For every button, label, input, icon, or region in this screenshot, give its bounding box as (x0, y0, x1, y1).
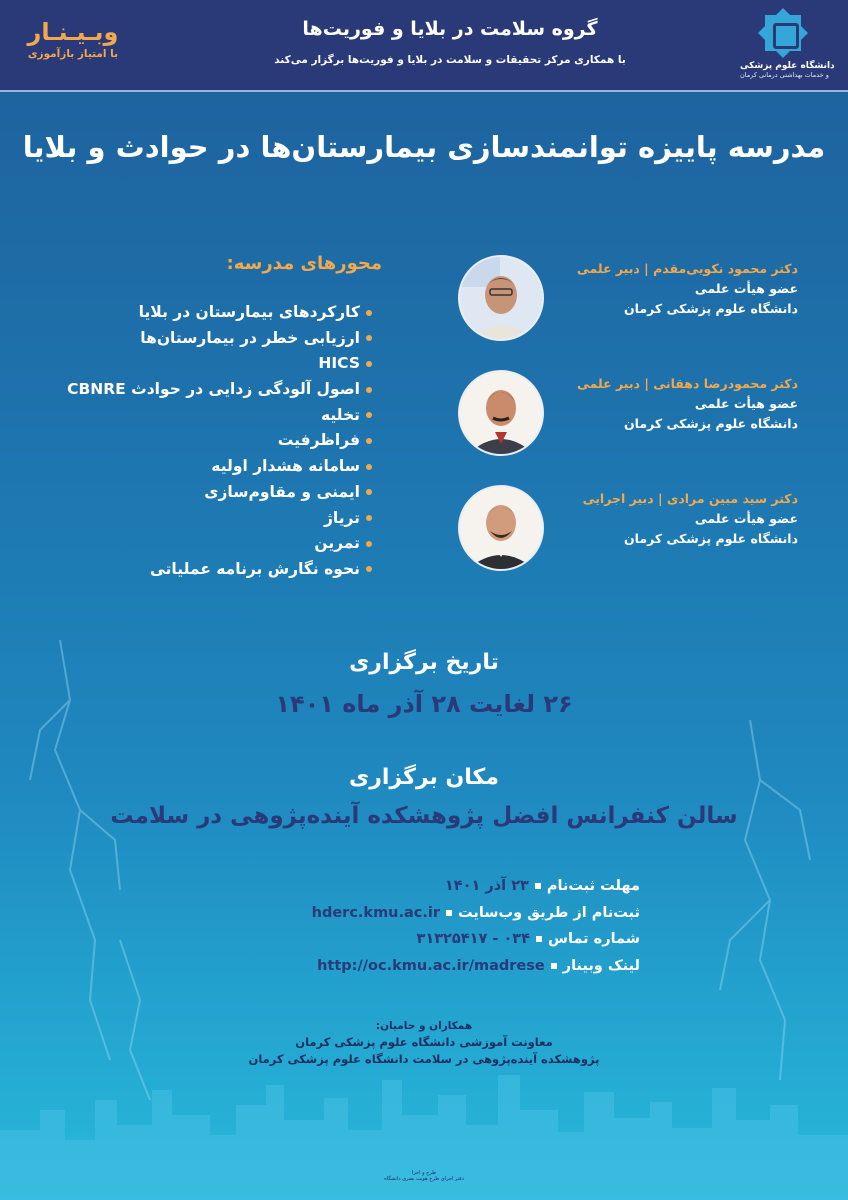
info-row-webinar-link: لینک وبینارhttp://oc.kmu.ac.ir/madrese (317, 957, 640, 974)
speaker-name: دکتر سید مبین مرادی | دبیر اجرایی (582, 491, 798, 506)
speaker-role: عضو هیأت علمی (694, 281, 798, 296)
bullet-icon (366, 464, 372, 470)
info-row-deadline: مهلت ثبت‌نام۲۳ آذر ۱۴۰۱ (444, 878, 640, 894)
design-credit: طرح و اجرا دفتر اجرای طرح هویت بصری دانشگاه (384, 1170, 464, 1182)
sponsor-line: پژوهشکده آینده‌پژوهی در سلامت دانشگاه علوم پزشکی کرمان (248, 1052, 600, 1066)
bullet-icon (366, 387, 372, 393)
university-logo (740, 8, 835, 79)
list-item: تمرین (60, 531, 372, 557)
bullet-icon (366, 438, 372, 444)
webinar-subtitle: با امتیاز بازآموزی (27, 48, 119, 60)
list-item: HICS (60, 351, 372, 377)
speaker-role: عضو هیأت علمی (694, 511, 798, 526)
list-item: تخلیه (60, 403, 372, 429)
speaker-role: عضو هیأت علمی (694, 396, 798, 411)
sponsors (0, 1020, 848, 1066)
venue-value: سالن کنفرانس افضل پژوهشکده آینده‌پژوهی در سلامت (110, 803, 738, 829)
bullet-icon (366, 412, 372, 418)
speaker-university: دانشگاه علوم پزشکی کرمان (624, 416, 798, 431)
bullet-icon (366, 489, 372, 495)
info-row-website: ثبت‌نام از طریق وب‌سایتhderc.kmu.ac.ir (311, 904, 640, 921)
topics-list (60, 300, 372, 583)
date-value: ۲۶ لغایت ۲۸ آذر ماه ۱۴۰۱ (275, 690, 573, 718)
topics-heading: محورهای مدرسه: (226, 253, 382, 274)
university-name: دانشگاه علوم پزشکی (740, 61, 835, 71)
speaker-info (550, 261, 798, 316)
webinar-link[interactable]: http://oc.kmu.ac.ir/madrese (317, 957, 545, 974)
list-item: ارزیابی خطر در بیمارستان‌ها (60, 326, 372, 352)
group-subtitle: با همکاری مرکز تحقیقات و سلامت در بلایا و فوریت‌ها برگزار می‌کند (274, 54, 626, 66)
page-title: مدرسه پاییزه توانمندسازی بیمارستان‌ها در حوادث و بلایا (22, 130, 826, 164)
sponsor-line: معاونت آموزشی دانشگاه علوم پزشکی کرمان (295, 1035, 553, 1049)
square-bullet-icon (535, 883, 541, 889)
speaker-name: دکتر محمود نکویی‌مقدم | دبیر علمی (576, 261, 798, 276)
square-bullet-icon (551, 963, 557, 969)
speaker-info (550, 491, 798, 546)
header-bar (0, 0, 848, 92)
avatar (458, 370, 544, 456)
bullet-icon (366, 515, 372, 521)
date-heading: تاریخ برگزاری (349, 650, 499, 675)
group-title: گروه سلامت در بلایا و فوریت‌ها (302, 18, 598, 40)
speaker-card (458, 485, 798, 573)
webinar-badge (18, 18, 128, 60)
bullet-icon (366, 310, 372, 316)
webinar-title: وبـیـنـار (27, 18, 119, 46)
square-bullet-icon (536, 936, 542, 942)
speaker-name: دکتر محمودرضا دهقانی | دبیر علمی (576, 376, 798, 391)
sponsors-heading: همکاران و حامیان: (375, 1020, 473, 1032)
registration-info (200, 873, 640, 979)
speaker-card (458, 370, 798, 458)
list-item: ایمنی و مقاوم‌سازی (60, 480, 372, 506)
bullet-icon (366, 566, 372, 572)
speaker-card (458, 255, 798, 343)
list-item: کارکردهای بیمارستان در بلایا (60, 300, 372, 326)
info-row-phone: شماره تماس۰۳۴ - ۳۱۳۲۵۴۱۷ (416, 931, 640, 947)
avatar (458, 485, 544, 571)
speaker-university: دانشگاه علوم پزشکی کرمان (624, 301, 798, 316)
website-link[interactable]: hderc.kmu.ac.ir (311, 904, 441, 921)
university-emblem-icon (758, 8, 808, 58)
square-bullet-icon (446, 910, 452, 916)
avatar (458, 255, 544, 341)
list-item: تریاژ (60, 506, 372, 532)
list-item: نحوه نگارش برنامه عملیاتی (60, 557, 372, 583)
speaker-info (550, 376, 798, 431)
speaker-university: دانشگاه علوم پزشکی کرمان (624, 531, 798, 546)
list-item: اصول آلودگی زدایی در حوادث CBNRE (60, 377, 372, 403)
bullet-icon (366, 361, 372, 367)
bullet-icon (366, 335, 372, 341)
bullet-icon (366, 541, 372, 547)
venue-heading: مکان برگزاری (349, 765, 499, 790)
university-subname: و خدمات بهداشتی درمانی کرمان (740, 71, 829, 79)
list-item: فراظرفیت (60, 428, 372, 454)
list-item: سامانه هشدار اولیه (60, 454, 372, 480)
